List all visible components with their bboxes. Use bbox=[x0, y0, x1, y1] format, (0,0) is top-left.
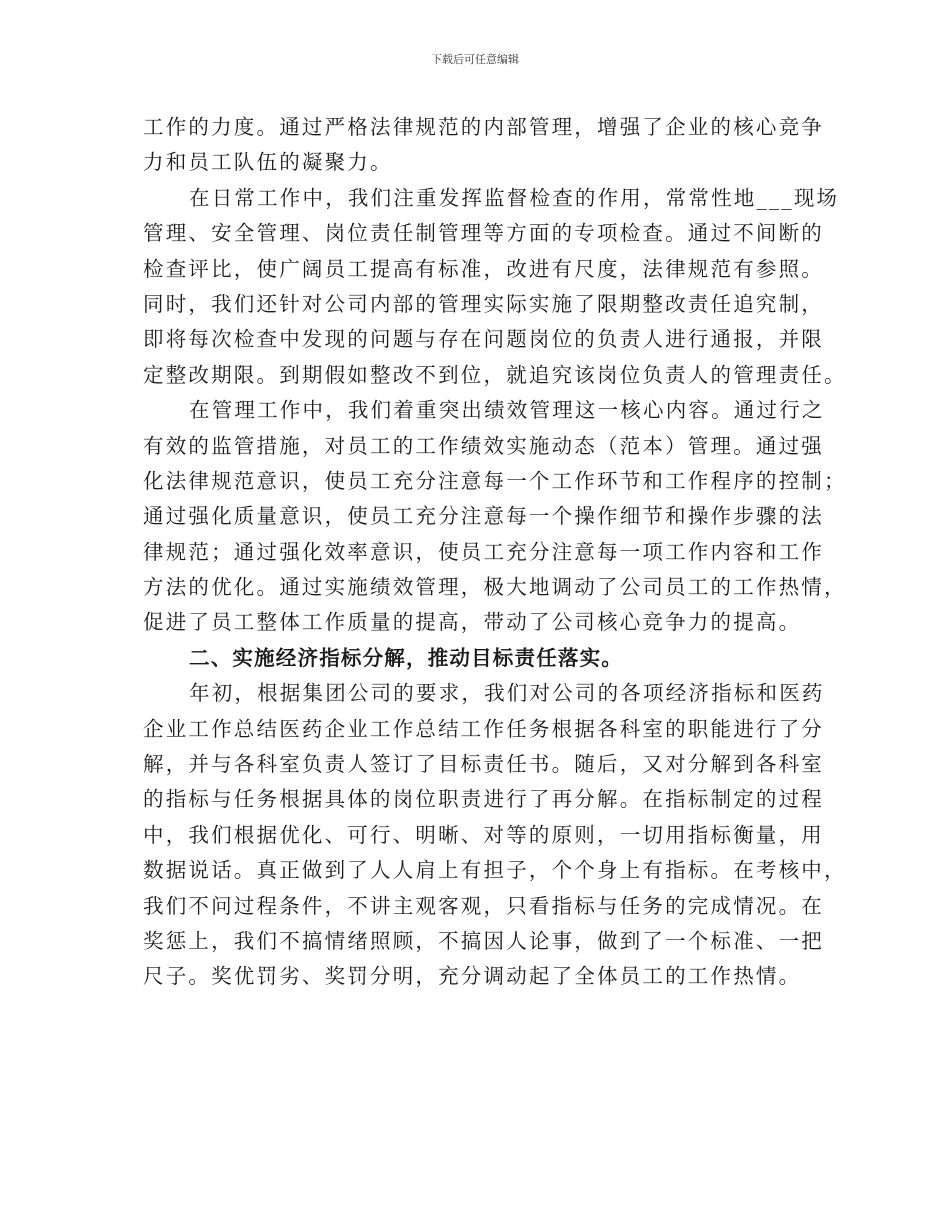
paragraph-line: 数据说话。真正做到了人人肩上有担子，个个身上有指标。在考核中， bbox=[143, 858, 847, 883]
paragraph-line: 企业工作总结医药企业工作总结工作任务根据各科室的职能进行了分 bbox=[143, 716, 824, 741]
paragraph-line: 即将每次检查中发现的问题与存在问题岗位的负责人进行通报，并限 bbox=[143, 327, 824, 352]
paragraph-line: 力和员工队伍的凝聚力。 bbox=[143, 150, 393, 175]
paragraph-line: 在管理工作中，我们着重突出绩效管理这一核心内容。通过行之 bbox=[189, 398, 825, 423]
paragraph-line: 化法律规范意识，使员工充分注意每一个工作环节和工作程序的控制； bbox=[143, 468, 847, 493]
paragraph-line: 管理、安全管理、岗位责任制管理等方面的专项检查。通过不间断的 bbox=[143, 221, 824, 246]
paragraph-line: 促进了员工整体工作质量的提高，带动了公司核心竞争力的提高。 bbox=[143, 610, 802, 635]
paragraph-line: 有效的监管措施，对员工的工作绩效实施动态（范本）管理。通过强 bbox=[143, 433, 824, 458]
paragraph-line: 我们不问过程条件，不讲主观客观，只看指标与任务的完成情况。在 bbox=[143, 893, 824, 918]
paragraph-line: 工作的力度。通过严格法律规范的内部管理，增强了企业的核心竞争 bbox=[143, 115, 824, 139]
paragraph-line: 方法的优化。通过实施绩效管理，极大地调动了公司员工的工作热情， bbox=[143, 575, 847, 600]
page-header: 下载后可任意编辑 bbox=[431, 53, 519, 66]
paragraph-line: 的指标与任务根据具体的岗位职责进行了再分解。在指标制定的过程 bbox=[143, 787, 824, 812]
document-body bbox=[143, 110, 847, 995]
paragraph-line: 通过强化质量意识，使员工充分注意每一个操作细节和操作步骤的法 bbox=[143, 504, 824, 529]
paragraph-line: 尺子。奖优罚劣、奖罚分明，充分调动起了全体员工的工作热情。 bbox=[143, 964, 802, 989]
paragraph-line: 在日常工作中，我们注重发挥监督检查的作用，常常性地___现场 bbox=[189, 185, 840, 210]
paragraph-line: 中，我们根据优化、可行、明晰、对等的原则，一切用指标衡量，用 bbox=[143, 822, 824, 847]
paragraph-line: 奖惩上，我们不搞情绪照顾，不搞因人论事，做到了一个标准、一把 bbox=[143, 928, 824, 953]
paragraph-line: 年初，根据集团公司的要求，我们对公司的各项经济指标和医药 bbox=[189, 681, 825, 706]
paragraph-line: 解，并与各科室负责人签订了目标责任书。随后，又对分解到各科室 bbox=[143, 752, 824, 777]
paragraph-line: 定整改期限。到期假如整改不到位，就追究该岗位负责人的管理责任。 bbox=[143, 362, 847, 387]
paragraph-line: 同时，我们还针对公司内部的管理实际实施了限期整改责任追究制， bbox=[143, 291, 824, 316]
paragraph-line: 检查评比，使广阔员工提高有标准，改进有尺度，法律规范有参照。 bbox=[143, 256, 824, 281]
section-heading: 二、实施经济指标分解，推动目标责任落实。 bbox=[189, 645, 623, 670]
paragraph-line: 律规范；通过强化效率意识，使员工充分注意每一项工作内容和工作 bbox=[143, 539, 824, 564]
